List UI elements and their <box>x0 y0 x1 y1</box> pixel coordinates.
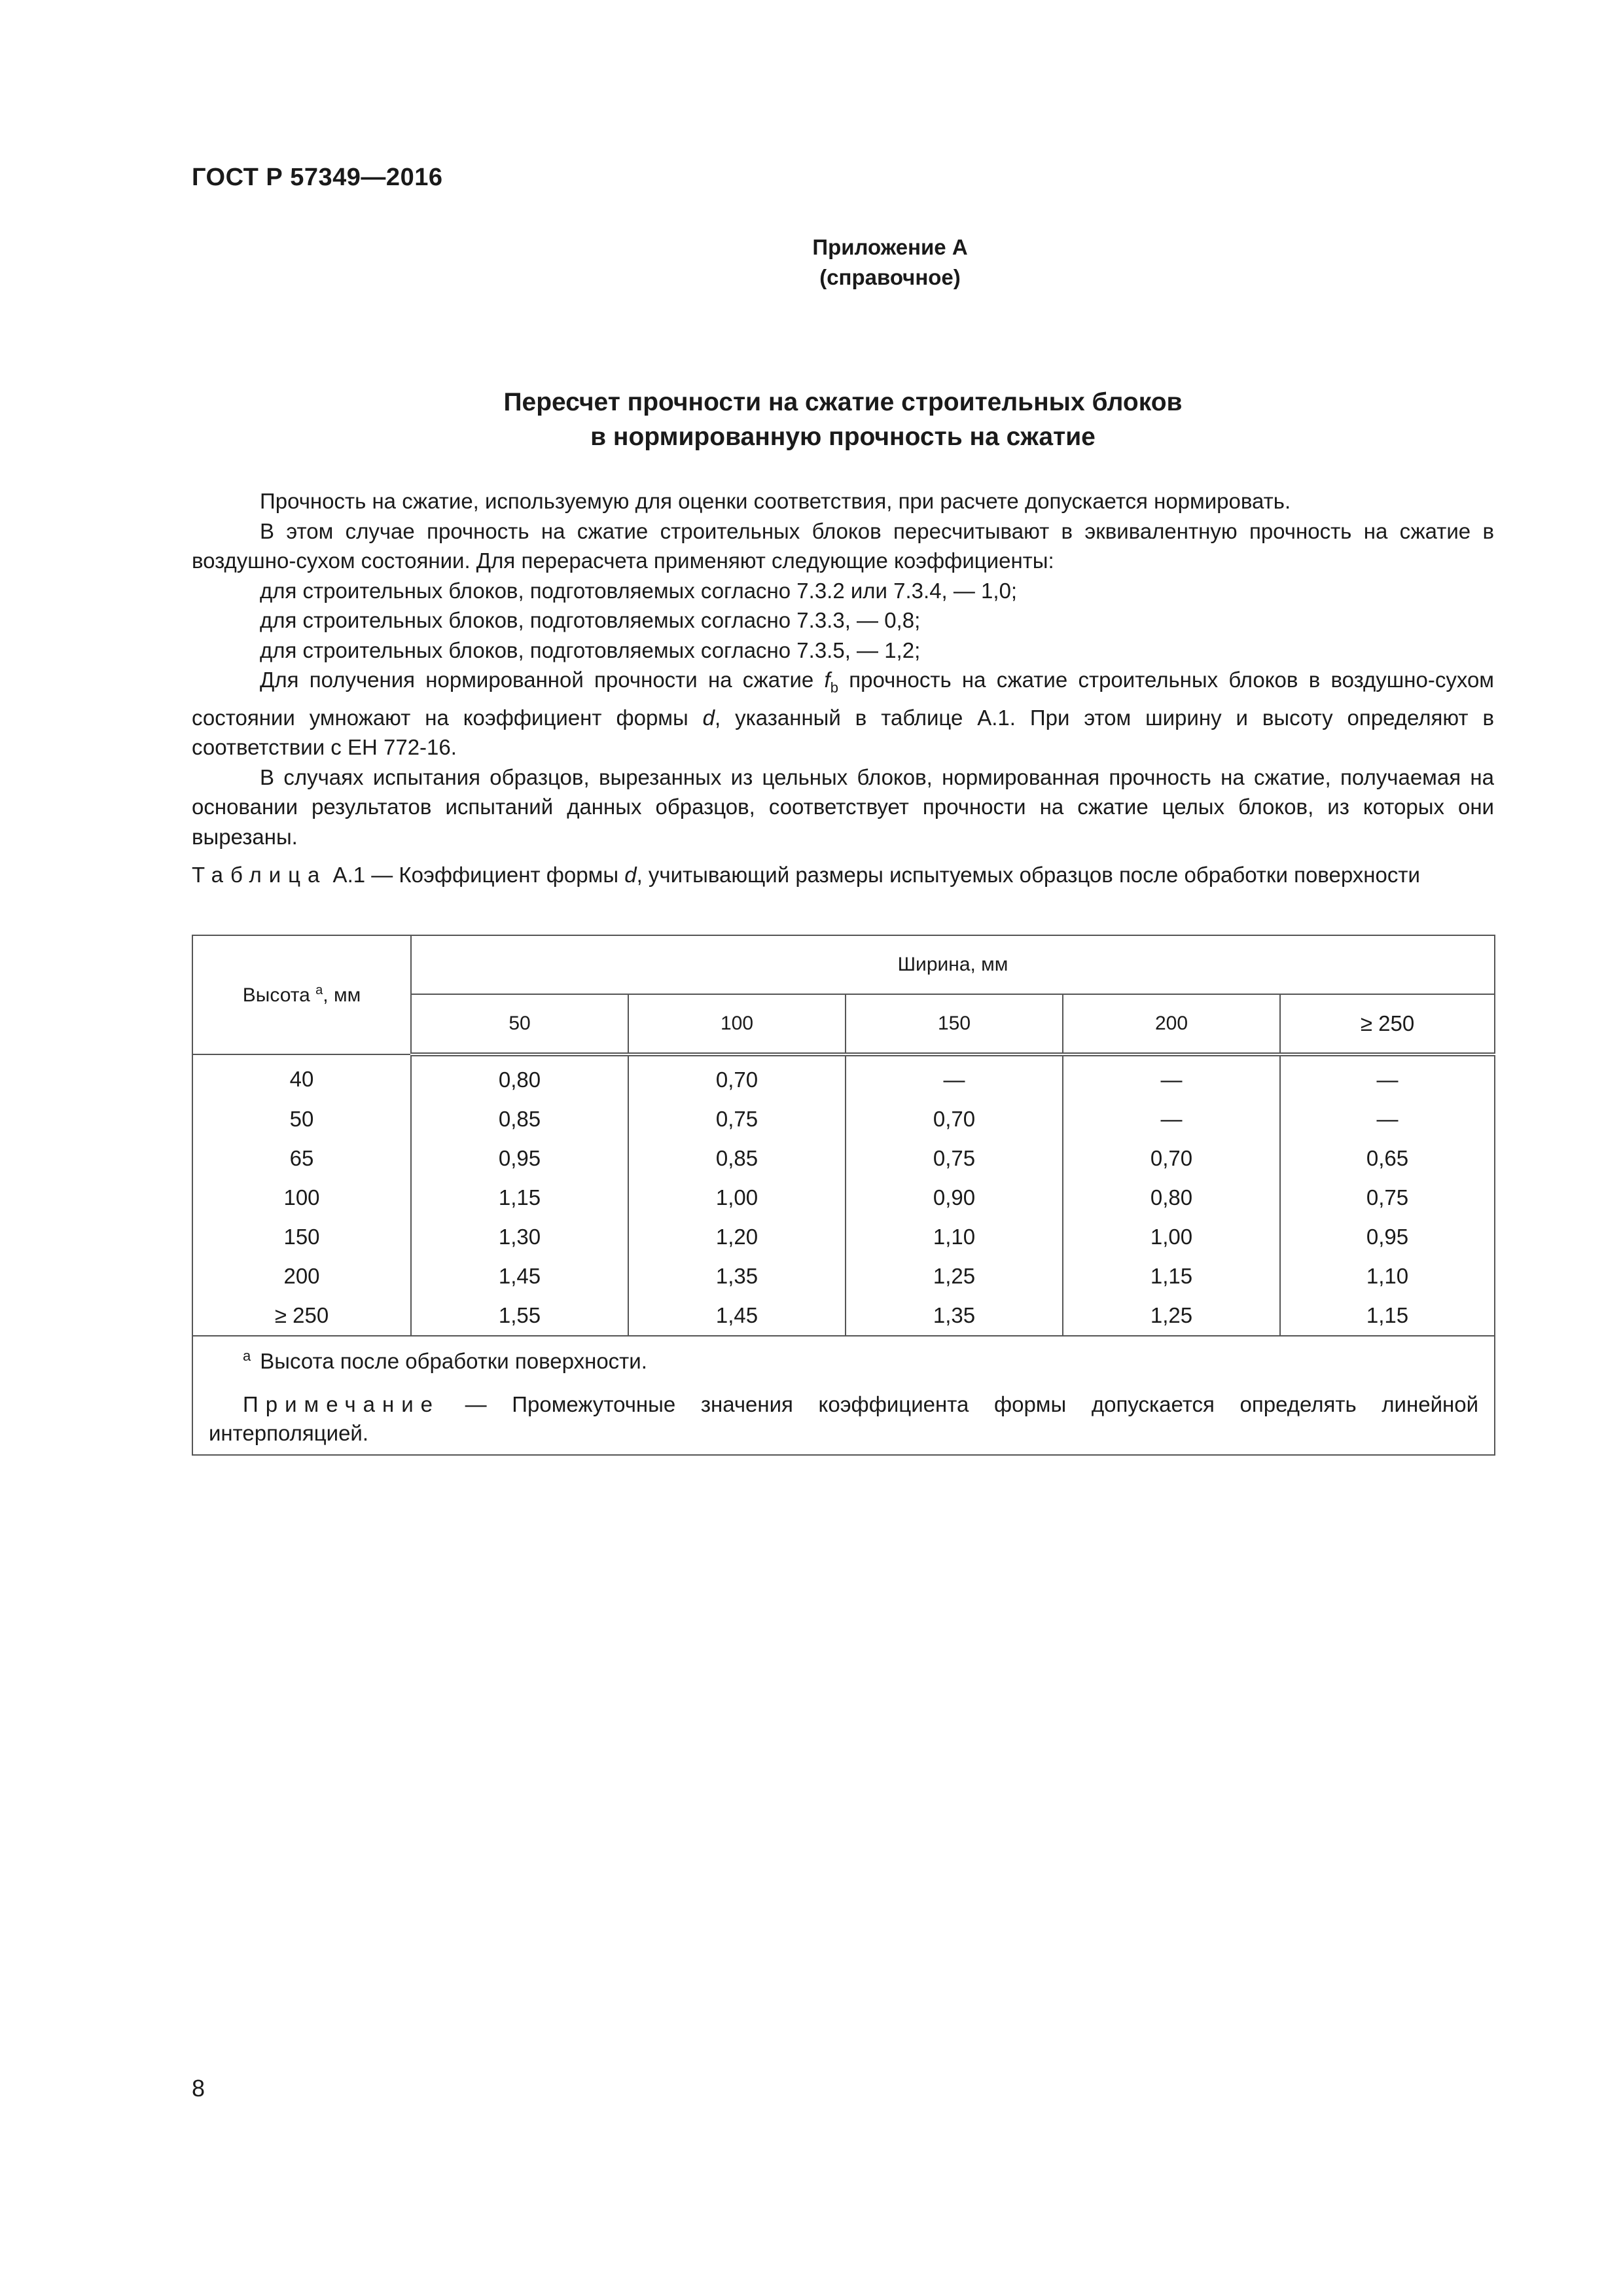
shape-coefficient-table <box>192 935 1495 1456</box>
table-cell: 1,25 <box>846 1257 1063 1296</box>
table-cell: 0,70 <box>1063 1139 1280 1178</box>
table-cell: 1,10 <box>1280 1257 1495 1296</box>
table-cell: 1,15 <box>1280 1296 1495 1336</box>
appendix-heading <box>0 232 1623 293</box>
width-header-cell: 50 <box>411 994 628 1054</box>
section-title-line-2: в нормированную прочность на сжатие <box>590 423 1096 451</box>
width-header-cell: 150 <box>846 994 1063 1054</box>
paragraph-3-part-a: Для получения нормированной прочности на сжатие <box>260 668 825 692</box>
table-cell: 0,90 <box>846 1178 1063 1217</box>
paragraph-1: Прочность на сжатие, используемую для оценки соответствия, при расчете допускается нормировать. <box>260 489 1291 513</box>
table-cell: — <box>846 1054 1063 1100</box>
table-cell: 1,45 <box>411 1257 628 1296</box>
paragraph-3 <box>192 665 1494 762</box>
table-cell: 0,95 <box>411 1139 628 1178</box>
footnote-mark: а <box>243 1348 251 1364</box>
table-cell: 0,75 <box>1280 1178 1495 1217</box>
table-cell: 0,75 <box>628 1100 846 1139</box>
table-cell: 0,75 <box>846 1139 1063 1178</box>
table-cell: ≥ 250 <box>192 1296 411 1336</box>
width-column-header: Ширина, мм <box>411 935 1495 994</box>
height-header-footnote-mark: а <box>315 983 323 997</box>
table-cell: 150 <box>192 1217 411 1257</box>
table-row <box>192 1178 1495 1217</box>
list-item-2: для строительных блоков, подготовляемых согласно 7.3.3, — 0,8; <box>260 608 921 632</box>
height-column-header <box>192 935 411 1054</box>
table-cell: — <box>1280 1100 1495 1139</box>
width-header-cell: ≥ 250 <box>1280 994 1495 1054</box>
table-footer <box>192 1336 1495 1455</box>
table-cell: 1,55 <box>411 1296 628 1336</box>
table-caption-number: А.1 — Коэффициент формы <box>327 863 625 887</box>
table-cell: 1,15 <box>1063 1257 1280 1296</box>
table-row <box>192 1257 1495 1296</box>
section-title <box>192 385 1494 454</box>
table-cell: 0,70 <box>846 1100 1063 1139</box>
symbol-d: d <box>702 705 715 730</box>
note-label: Примечание <box>243 1392 440 1416</box>
table-cell: 1,00 <box>1063 1217 1280 1257</box>
table-cell: 50 <box>192 1100 411 1139</box>
table-cell: 65 <box>192 1139 411 1178</box>
note-text: — Промежуточные значения коэффициента формы допускается определять линейной интерполяцией. <box>209 1392 1479 1445</box>
table-row <box>192 1100 1495 1139</box>
table-caption-symbol-d: d <box>624 863 637 887</box>
table-cell: 1,15 <box>411 1178 628 1217</box>
standard-code: ГОСТ Р 57349—2016 <box>192 164 443 191</box>
table-cell: 1,25 <box>1063 1296 1280 1336</box>
table-cell: 100 <box>192 1178 411 1217</box>
appendix-title: Приложение А <box>812 235 968 259</box>
paragraph-3-part-b: прочность на сжатие строительных блоков в воздушно-сухом состоянии умножают на коэффициент формы <box>192 668 1494 730</box>
table-cell: 0,65 <box>1280 1139 1495 1178</box>
width-header-cell: 100 <box>628 994 846 1054</box>
paragraph-2: В этом случае прочность на сжатие строительных блоков пересчитывают в эквивалентную прочность на сжатие в воздушно-сухом состоянии. Для перерасчета применяют следующие коэффициенты: <box>192 518 1494 573</box>
table-cell: 1,20 <box>628 1217 846 1257</box>
table-cell: 1,10 <box>846 1217 1063 1257</box>
footnote-text: Высота после обработки поверхности. <box>260 1349 647 1373</box>
table-cell: — <box>1063 1100 1280 1139</box>
table-cell: — <box>1280 1054 1495 1100</box>
section-title-line-1: Пересчет прочности на сжатие строительных блоков <box>503 388 1183 416</box>
table-cell: 0,95 <box>1280 1217 1495 1257</box>
height-header-unit: , мм <box>323 984 361 1006</box>
table-cell: 0,85 <box>411 1100 628 1139</box>
table-cell: 1,00 <box>628 1178 846 1217</box>
height-header-label: Высота <box>242 984 316 1006</box>
table-cell: 0,85 <box>628 1139 846 1178</box>
table-cell: 0,80 <box>411 1054 628 1100</box>
appendix-status: (справочное) <box>819 265 961 289</box>
body-text <box>192 486 1494 852</box>
table-row <box>192 1296 1495 1336</box>
table-cell: 1,35 <box>628 1257 846 1296</box>
table-note <box>209 1390 1478 1448</box>
symbol-f: f <box>824 668 830 692</box>
table-caption <box>192 861 1494 889</box>
table-cell: — <box>1063 1054 1280 1100</box>
table-cell: 1,30 <box>411 1217 628 1257</box>
paragraph-4: В случаях испытания образцов, вырезанных из цельных блоков, нормированная прочность на сжатие, получаемая на основании результатов испытаний данных образцов, соответствует прочности на сжатие целых блоков, из которых они вырезаны. <box>192 764 1494 849</box>
table-caption-label: Таблица <box>192 863 327 887</box>
table-cell: 0,70 <box>628 1054 846 1100</box>
table-caption-text: , учитывающий размеры испытуемых образцов после обработки поверхности <box>636 863 1420 887</box>
list-item-3: для строительных блоков, подготовляемых согласно 7.3.5, — 1,2; <box>260 637 921 662</box>
table-cell: 40 <box>192 1054 411 1100</box>
table-cell: 0,80 <box>1063 1178 1280 1217</box>
list-item-1: для строительных блоков, подготовляемых согласно 7.3.2 или 7.3.4, — 1,0; <box>260 578 1018 603</box>
table-row <box>192 1139 1495 1178</box>
width-header-cell: 200 <box>1063 994 1280 1054</box>
page-number: 8 <box>192 2075 205 2102</box>
table-cell: 1,35 <box>846 1296 1063 1336</box>
paragraph-3-part-c: , указанный в таблице А.1. При этом ширину и высоту определяют в соответствии с ЕН 772-16. <box>192 705 1494 759</box>
symbol-f-subscript: b <box>830 679 838 696</box>
table-cell: 200 <box>192 1257 411 1296</box>
table-cell: 1,45 <box>628 1296 846 1336</box>
table-footnote <box>243 1342 1478 1376</box>
table-row <box>192 1217 1495 1257</box>
table-row <box>192 1054 1495 1100</box>
